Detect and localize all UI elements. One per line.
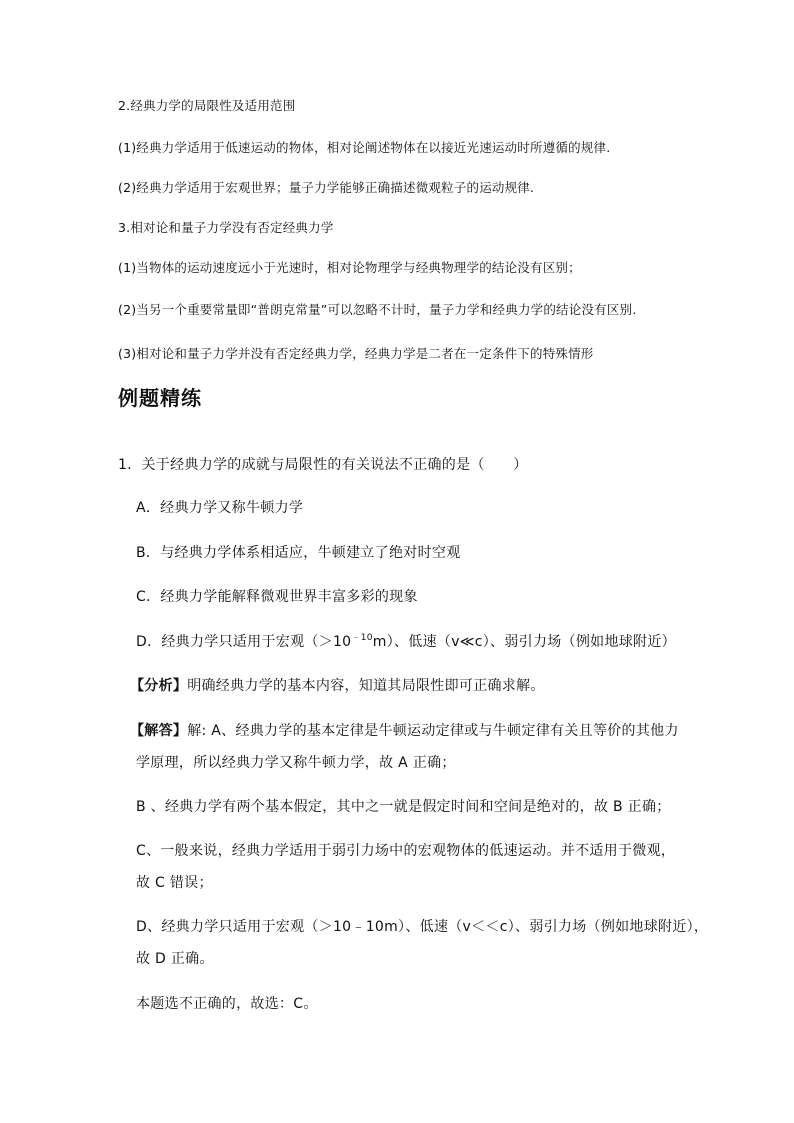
- option-d-exponent: ﹣10: [351, 633, 373, 643]
- solution-line-8: 本题选不正确的，故选：C。: [136, 996, 318, 1012]
- solution-label: 【解答】: [130, 723, 188, 739]
- analysis-label: 【分析】: [130, 678, 188, 694]
- option-b: B．与经典力学体系相适应，牛顿建立了绝对时空观: [136, 545, 461, 561]
- option-c: C．经典力学能解释微观世界丰富多彩的现象: [136, 589, 418, 605]
- solution-line-7: 故 D 正确。: [136, 951, 214, 967]
- option-d-text-start: D．经典力学只适用于宏观（＞10: [136, 634, 352, 650]
- option-d-text-end: m）、低速（v≪c）、弱引力场（例如地球附近）: [372, 634, 676, 650]
- option-a: A．经典力学又称牛顿力学: [136, 500, 304, 516]
- section-2-paragraph-1: (1)经典力学适用于低速运动的物体，相对论阐述物体在以接近光速运动时所遵循的规律.: [118, 140, 611, 155]
- analysis-text: 明确经典力学的基本内容，知道其局限性即可正确求解。: [187, 678, 545, 694]
- option-d: [136, 630, 676, 651]
- section-2-title: 2.经典力学的局限性及适用范围: [118, 98, 296, 113]
- section-3-paragraph-3: (3)相对论和量子力学并没有否定经典力学，经典力学是二者在一定条件下的特殊情形: [118, 346, 594, 361]
- solution-line-4: C、一般来说，经典力学适用于弱引力场中的宏观物体的低速运动。并不适用于微观，: [136, 843, 676, 859]
- question-stem: 1．关于经典力学的成就与局限性的有关说法不正确的是（ ）: [118, 457, 528, 473]
- section-2-paragraph-2: (2)经典力学适用于宏观世界；量子力学能够正确描述微观粒子的运动规律.: [118, 180, 535, 195]
- solution-line-6: D、经典力学只适用于宏观（＞10﹣10m）、低速（v＜＜c）、弱引力场（例如地球附近），: [136, 919, 709, 935]
- solution-line-1: [130, 720, 679, 740]
- analysis: [130, 675, 545, 695]
- solution-line-2: 学原理，所以经典力学又称牛顿力学，故 A 正确；: [136, 755, 456, 771]
- solution-line-3: B 、经典力学有两个基本假定，其中之一就是假定时间和空间是绝对的，故 B 正确；: [136, 799, 671, 815]
- solution-line-5: 故 C 错误；: [136, 875, 213, 891]
- examples-heading: 例题精练: [118, 386, 202, 410]
- section-3-paragraph-1: (1)当物体的运动速度远小于光速时，相对论物理学与经典物理学的结论没有区别；: [118, 260, 581, 275]
- solution-text-1: 解: A、经典力学的基本定律是牛顿运动定律或与牛顿定律有关且等价的其他力: [187, 723, 679, 739]
- section-3-paragraph-2: (2)当另一个重要常量即“普朗克常量”可以忽略不计时，量子力学和经典力学的结论没有区别.: [118, 302, 637, 317]
- section-3-title: 3.相对论和量子力学没有否定经典力学: [118, 220, 334, 235]
